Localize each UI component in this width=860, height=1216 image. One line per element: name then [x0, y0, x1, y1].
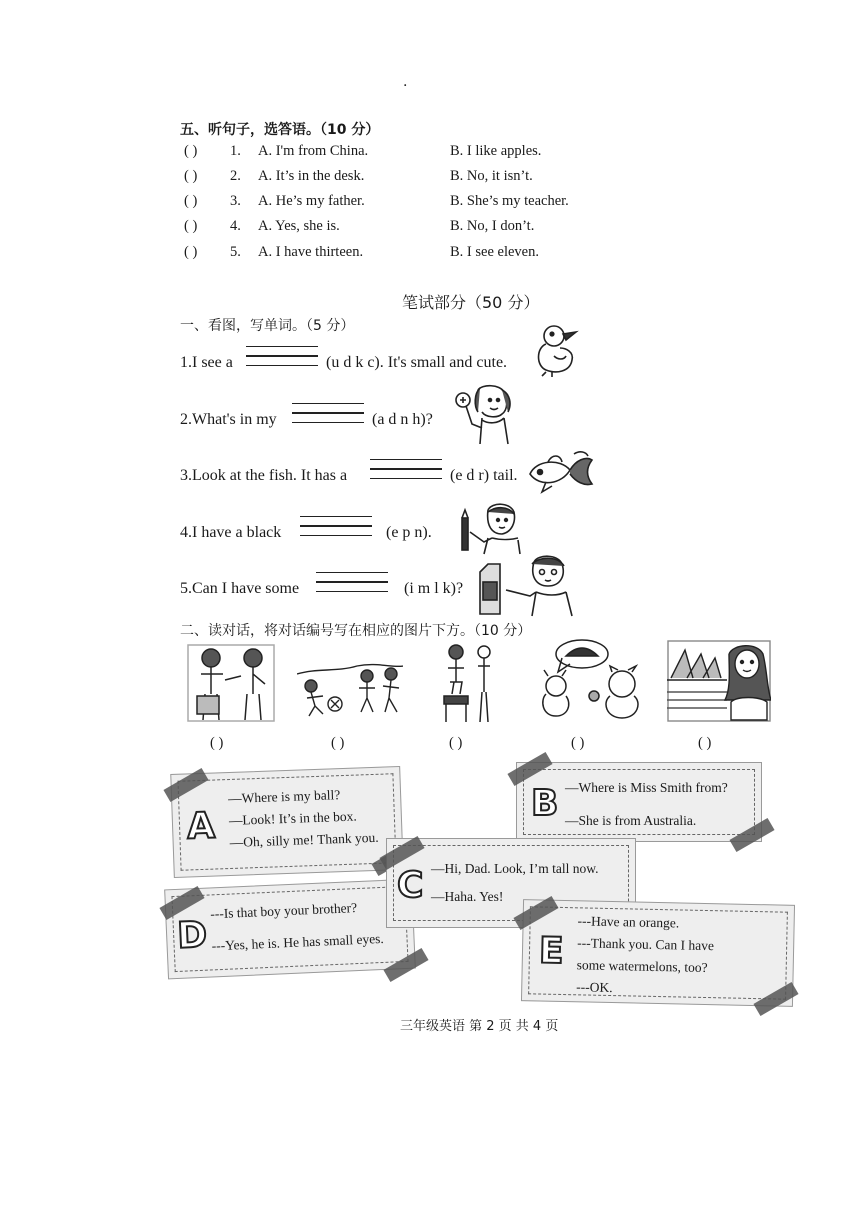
listening-title: 五、听句子，选答语。（10 分）	[180, 122, 380, 138]
option-a: A. Yes, she is.	[258, 218, 340, 234]
girl-stool-dad-picture	[436, 642, 502, 724]
option-b: B. She’s my teacher.	[450, 193, 569, 209]
q3-text: 3.Look at the fish. It has a	[180, 467, 348, 484]
picture-answer-paren[interactable]: ( )	[210, 735, 224, 751]
written-heading: 笔试部分（50 分）	[402, 293, 540, 312]
q4-answer-lines[interactable]	[300, 516, 372, 544]
picture-answer-paren[interactable]: ( )	[698, 735, 712, 751]
dialogue-line: ---OK.	[576, 979, 613, 996]
card-letter-a: A	[186, 805, 216, 848]
dialogue-line: —She is from Australia.	[565, 813, 697, 828]
animals-watermelon-picture	[532, 638, 646, 720]
q1-hint: (u d k c). It's small and cute.	[326, 354, 508, 371]
answer-paren[interactable]: ( )	[184, 193, 198, 209]
option-a: A. I have thirteen.	[258, 244, 364, 260]
dialogue-line: —Where is my ball?	[227, 787, 341, 807]
dialogue-line: —Look! It’s in the box.	[228, 808, 357, 829]
answer-paren[interactable]: ( )	[184, 244, 198, 260]
fish-icon	[526, 448, 596, 496]
dialogue-line: —Oh, silly me! Thank you.	[229, 829, 379, 851]
item-number: 1.	[230, 143, 241, 159]
dialogue-card-a	[170, 766, 403, 878]
part1-title: 一、看图，写单词。（5 分）	[180, 318, 355, 334]
picture-answer-paren[interactable]: ( )	[449, 735, 463, 751]
item-number: 5.	[230, 244, 241, 260]
dialogue-line: ---Yes, he is. He has small eyes.	[211, 930, 385, 954]
item-number: 2.	[230, 168, 241, 184]
q5-answer-lines[interactable]	[316, 572, 388, 600]
card-letter-b: B	[531, 783, 559, 824]
q4-hint: (e p n).	[386, 524, 432, 541]
top-dot: ·	[403, 78, 408, 94]
option-b: B. I see eleven.	[450, 244, 539, 260]
dialogue-line: some watermelons, too?	[576, 957, 708, 976]
boys-box-picture	[187, 644, 275, 722]
milk-girl-icon	[474, 554, 580, 618]
kids-playing-picture	[297, 648, 403, 718]
card-letter-e: E	[538, 930, 565, 973]
q5-hint: (i m l k)?	[404, 580, 464, 597]
answer-paren[interactable]: ( )	[184, 168, 198, 184]
q2-hint: (a d n h)?	[372, 411, 433, 428]
q3-hint: (e d r) tail.	[450, 467, 518, 484]
boy-pen-icon	[458, 502, 524, 556]
q2-answer-lines[interactable]	[292, 403, 364, 431]
opera-house-girl-picture	[667, 640, 771, 722]
option-a: A. He’s my father.	[258, 193, 365, 209]
q3-answer-lines[interactable]	[370, 459, 442, 487]
item-number: 3.	[230, 193, 241, 209]
page-footer: 三年级英语 第 2 页 共 4 页	[400, 1019, 559, 1034]
q4-text: 4.I have a black	[180, 524, 282, 541]
card-letter-c: C	[397, 865, 424, 906]
option-b: B. No, it isn’t.	[450, 168, 533, 184]
answer-paren[interactable]: ( )	[184, 143, 198, 159]
dialogue-card-e	[521, 899, 795, 1007]
q5-text: 5.Can I have some	[180, 580, 300, 597]
card-letter-d: D	[176, 914, 208, 957]
dialogue-line: ---Is that boy your brother?	[209, 900, 358, 922]
item-number: 4.	[230, 218, 241, 234]
q1-answer-lines[interactable]	[246, 346, 318, 374]
duck-icon	[532, 322, 582, 378]
picture-answer-paren[interactable]: ( )	[571, 735, 585, 751]
dialogue-line: —Hi, Dad. Look, I’m tall now.	[431, 861, 599, 876]
girl-hand-icon	[452, 384, 518, 446]
dialogue-card-b	[516, 762, 762, 842]
part2-title: 二、读对话，将对话编号写在相应的图片下方。（10 分）	[180, 623, 532, 639]
option-b: B. No, I don’t.	[450, 218, 535, 234]
dialogue-line: —Where is Miss Smith from?	[565, 780, 728, 795]
option-b: B. I like apples.	[450, 143, 542, 159]
dialogue-line: —Haha. Yes!	[431, 889, 504, 904]
option-a: A. It’s in the desk.	[258, 168, 365, 184]
option-a: A. I'm from China.	[258, 143, 369, 159]
answer-paren[interactable]: ( )	[184, 218, 198, 234]
dialogue-line: ---Have an orange.	[577, 913, 680, 931]
q2-text: 2.What's in my	[180, 411, 277, 428]
dialogue-line: ---Thank you. Can I have	[577, 935, 715, 954]
picture-answer-paren[interactable]: ( )	[331, 735, 345, 751]
q1-text: 1.I see a	[180, 354, 233, 371]
